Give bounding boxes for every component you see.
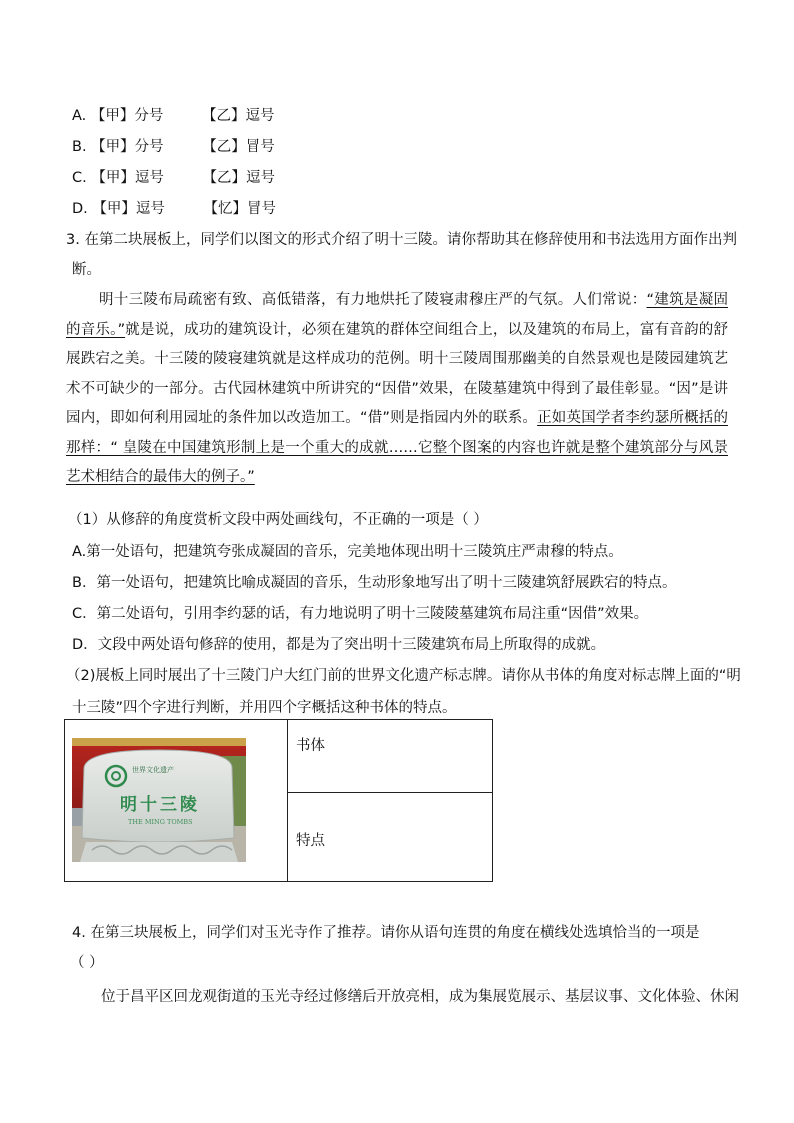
option-yi: 【乙】逗号: [202, 108, 275, 124]
stone-small-text: 世界文化遗产: [132, 766, 174, 774]
q3-sub2-line1: （2)展板上同时展出了十三陵门户大红门前的世界文化遗产标志牌。请你从书体的角度对标志牌上面的“明: [66, 668, 741, 684]
passage-text: 就是说，成功的建筑设计，必须在建筑的群体空间组合上，以及建筑的布局上，富有音韵的舒展跌宕之美。十三陵的陵寝建筑就是这样成功的范例。明十三陵周围那幽美的自然景观也是陵园建筑艺术不可缺少的一部分。古代园林建筑中所讲究的“因借”效果，在陵墓建筑中得到了最佳彰显。“因”是讲园内，即如何利用园址的条件加以改造加工。“借”则是指园内外的联系。: [66, 321, 729, 426]
q3-sub2-line2: 十三陵”四个字进行判断，并用四个字概括这种书体的特点。: [72, 700, 457, 716]
q3-stem-line1: 3. 在第二块展板上，同学们以图文的形式介绍了明十三陵。请你帮助其在修辞使用和书法选用方面作出判: [66, 232, 737, 248]
option-letter: A.: [72, 108, 87, 124]
option-jia: 【甲】分号: [91, 139, 164, 155]
q4-stem-line1: 4. 在第三块展板上，同学们对玉光寺作了推荐。请你从语句连贯的角度在横线处选填恰当的一项是: [72, 925, 700, 941]
image-cell: [65, 720, 288, 882]
feature-answer-cell[interactable]: [288, 793, 493, 882]
q4-passage: 位于昌平区回龙观街道的玉光寺经过修缮后开放亮相，成为集展览展示、基层议事、文化体验、休闲: [101, 989, 739, 1005]
option-c: [72, 166, 275, 187]
q3-sub1-option-c: C．第二处语句，引用李约瑟的话，有力地说明了明十三陵陵墓建筑布局注重“因借”效果。: [72, 606, 649, 622]
option-letter: C.: [72, 170, 87, 186]
option-d: [72, 197, 276, 218]
option-yi: 【乙】逗号: [202, 170, 275, 186]
ming-tombs-sign-image: [72, 738, 246, 862]
passage-text: 明十三陵布局疏密有致、高低错落，有力地烘托了陵寝肃穆庄严的气氛。人们常说：: [99, 292, 647, 308]
underlined-sentence-1: “建筑是凝固的音乐。”: [66, 292, 728, 338]
underlined-sentence-2: 正如英国学者李约瑟所概括的那样：“ 皇陵在中国建筑形制上是一个重大的成就……它整个图案的内容也许就是整个建筑部分与风景艺术相结合的最伟大的例子。”: [66, 410, 729, 485]
option-b: [72, 135, 275, 156]
q3-sub1-option-b: B．第一处语句，把建筑比喻成凝固的音乐，生动形象地写出了明十三陵建筑舒展跌宕的特点。: [72, 575, 677, 591]
stone-main-text: 明十三陵: [120, 795, 200, 815]
q3-sub1-option-d: D．文段中两处语句修辞的使用，都是为了突出明十三陵建筑布局上所取得的成就。: [72, 637, 606, 653]
stone-en-text: THE MING TOMBS: [128, 818, 193, 826]
q3-passage: [66, 286, 728, 493]
table-label-font-style: 书体: [296, 738, 325, 754]
option-yi: 【乙】冒号: [202, 139, 275, 155]
q4-stem-line2: （ ）: [70, 955, 104, 971]
option-letter: D.: [72, 201, 88, 217]
option-yi: 【忆】冒号: [203, 201, 276, 217]
option-jia: 【甲】逗号: [92, 201, 165, 217]
q3-sub1-question: （1）从修辞的角度赏析文段中两处画线句，不正确的一项是（ ）: [68, 512, 488, 528]
answer-table: [64, 719, 493, 882]
option-jia: 【甲】逗号: [91, 170, 164, 186]
q3-stem-line2: 断。: [72, 262, 101, 278]
option-letter: B.: [72, 139, 87, 155]
q3-sub1-option-a: A.第一处语句，把建筑夸张成凝固的音乐，完美地体现出明十三陵筑庄严肃穆的特点。: [72, 544, 623, 560]
option-jia: 【甲】分号: [90, 108, 164, 124]
table-label-feature: 特点: [296, 833, 325, 850]
option-a: [72, 104, 275, 125]
font-style-answer-cell[interactable]: [288, 720, 493, 793]
